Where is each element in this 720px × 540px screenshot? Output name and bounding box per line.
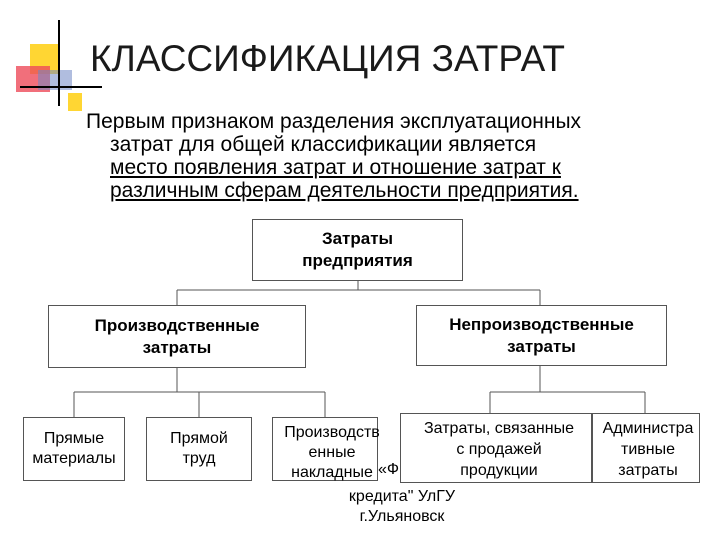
box-enterprise-costs: Затраты предприятия — [252, 219, 463, 281]
footer-fragment: «Ф — [378, 461, 400, 478]
box-direct-materials: Прямые материалы — [23, 417, 125, 481]
box-direct-labor: Прямой труд — [146, 417, 252, 481]
overhead-line-1: Производств — [284, 424, 380, 441]
box-nonproduction-costs: Непроизводственные затраты — [416, 305, 667, 366]
slide-title: КЛАССИФИКАЦИЯ ЗАТРАТ — [90, 38, 565, 79]
footer-line-1: кредита" УлГУ — [348, 488, 456, 505]
admin-line-1: Администра — [602, 420, 694, 437]
admin-line-2: тивные — [621, 441, 675, 458]
overhead-line-2: енные — [308, 444, 356, 461]
selling-line-3: продукции — [460, 462, 538, 479]
selling-line-1: Затраты, связанные — [424, 420, 574, 437]
admin-line-3: затраты — [618, 462, 678, 479]
intro-line-2: затрат для общей классификации является — [110, 133, 537, 156]
selling-line-2: с продажей — [456, 441, 542, 458]
footer-line-2: г.Ульяновск — [359, 508, 445, 525]
intro-line-4: различным сферам деятельности предприятия. — [110, 179, 579, 202]
intro-line-1: Первым признаком разделения эксплуатационных — [86, 110, 582, 133]
intro-line-3: место появления затрат и отношение затрат к — [110, 156, 561, 179]
overhead-line-3: накладные — [291, 464, 373, 481]
box-production-costs: Производственные затраты — [48, 305, 306, 368]
